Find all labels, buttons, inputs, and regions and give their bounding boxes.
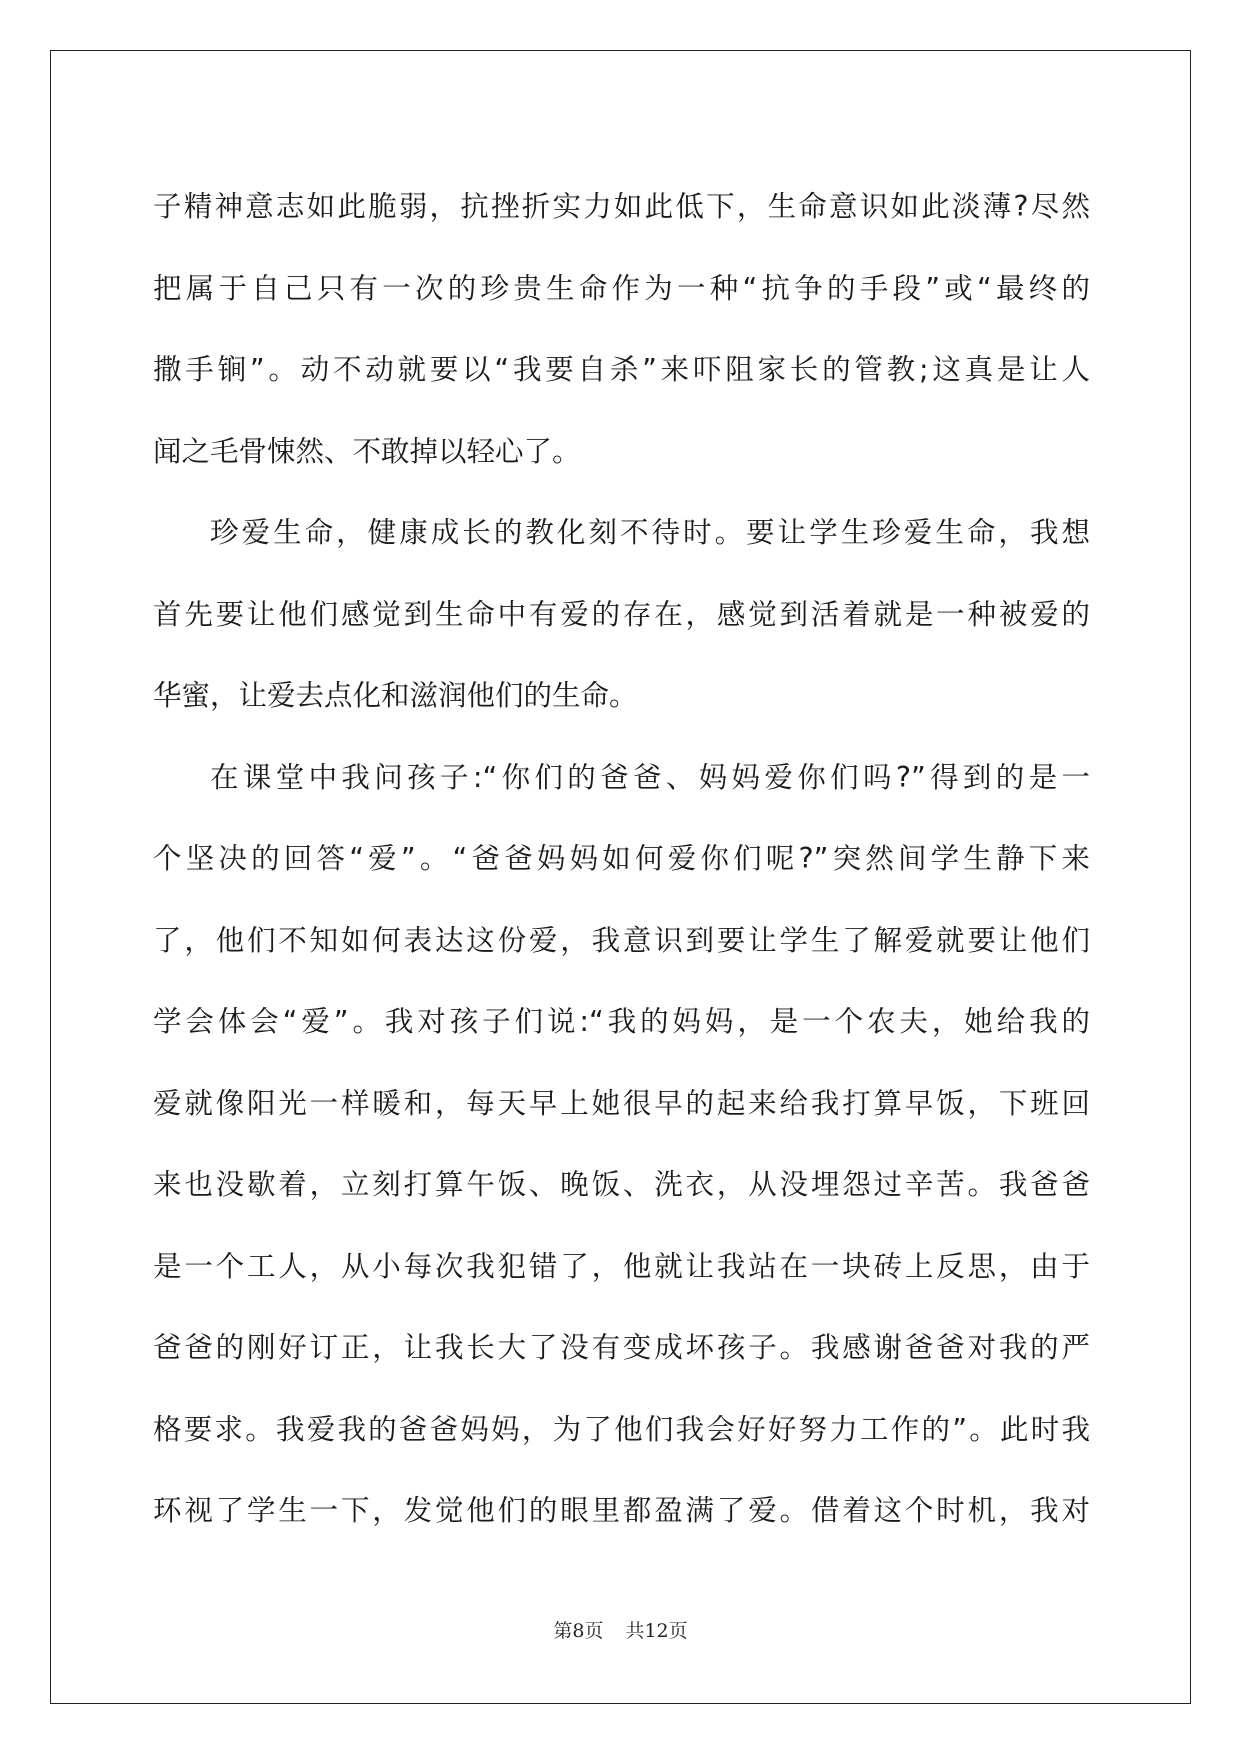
page-total: 共12页	[625, 1620, 688, 1642]
text-line: 撒手锏”。动不动就要以“我要自杀”来吓阻家长的管教;这真是让人	[153, 353, 1090, 386]
page-footer	[0, 1616, 1241, 1643]
page-number: 第8页	[553, 1620, 604, 1642]
text-line: 子精神意志如此脆弱，抗挫折实力如此低下，生命意识如此淡薄?尽然	[153, 190, 1090, 223]
text-line: 格要求。我爱我的爸爸妈妈，为了他们我会好好努力工作的”。此时我	[153, 1412, 1090, 1446]
text-line: 闻之毛骨悚然、不敢掉以轻心了。	[153, 434, 581, 468]
body-text	[153, 166, 1090, 1552]
text-line: 个坚决的回答“爱”。“爸爸妈妈如何爱你们呢?”突然间学生静下来	[153, 842, 1090, 875]
text-line: 华蜜，让爱去点化和滋润他们的生命。	[153, 679, 638, 712]
text-line: 爱就像阳光一样暖和，每天早上她很早的起来给我打算早饭，下班回	[153, 1086, 1090, 1120]
text-line: 珍爱生命，健康成长的教化刻不待时。要让学生珍爱生命，我想	[210, 516, 1090, 549]
text-line: 环视了学生一下，发觉他们的眼里都盈满了爱。借着这个时机，我对	[153, 1494, 1090, 1527]
text-line: 在课堂中我问孩子:“你们的爸爸、妈妈爱你们吗?”得到的是一	[210, 760, 1090, 794]
text-line: 是一个工人，从小每次我犯错了，他就让我站在一块砖上反思，由于	[153, 1249, 1090, 1283]
text-line: 来也没歇着，立刻打算午饭、晚饭、洗衣，从没埋怨过辛苦。我爸爸	[153, 1168, 1090, 1201]
text-line: 了，他们不知如何表达这份爱，我意识到要让学生了解爱就要让他们	[153, 923, 1090, 957]
text-line: 首先要让他们感觉到生命中有爱的存在，感觉到活着就是一种被爱的	[153, 597, 1090, 631]
text-line: 爸爸的刚好订正，让我长大了没有变成坏孩子。我感谢爸爸对我的严	[153, 1331, 1090, 1364]
text-line: 把属于自己只有一次的珍贵生命作为一种“抗争的手段”或“最终的	[153, 271, 1090, 305]
text-line: 学会体会“爱”。我对孩子们说:“我的妈妈，是一个农夫，她给我的	[153, 1005, 1090, 1038]
